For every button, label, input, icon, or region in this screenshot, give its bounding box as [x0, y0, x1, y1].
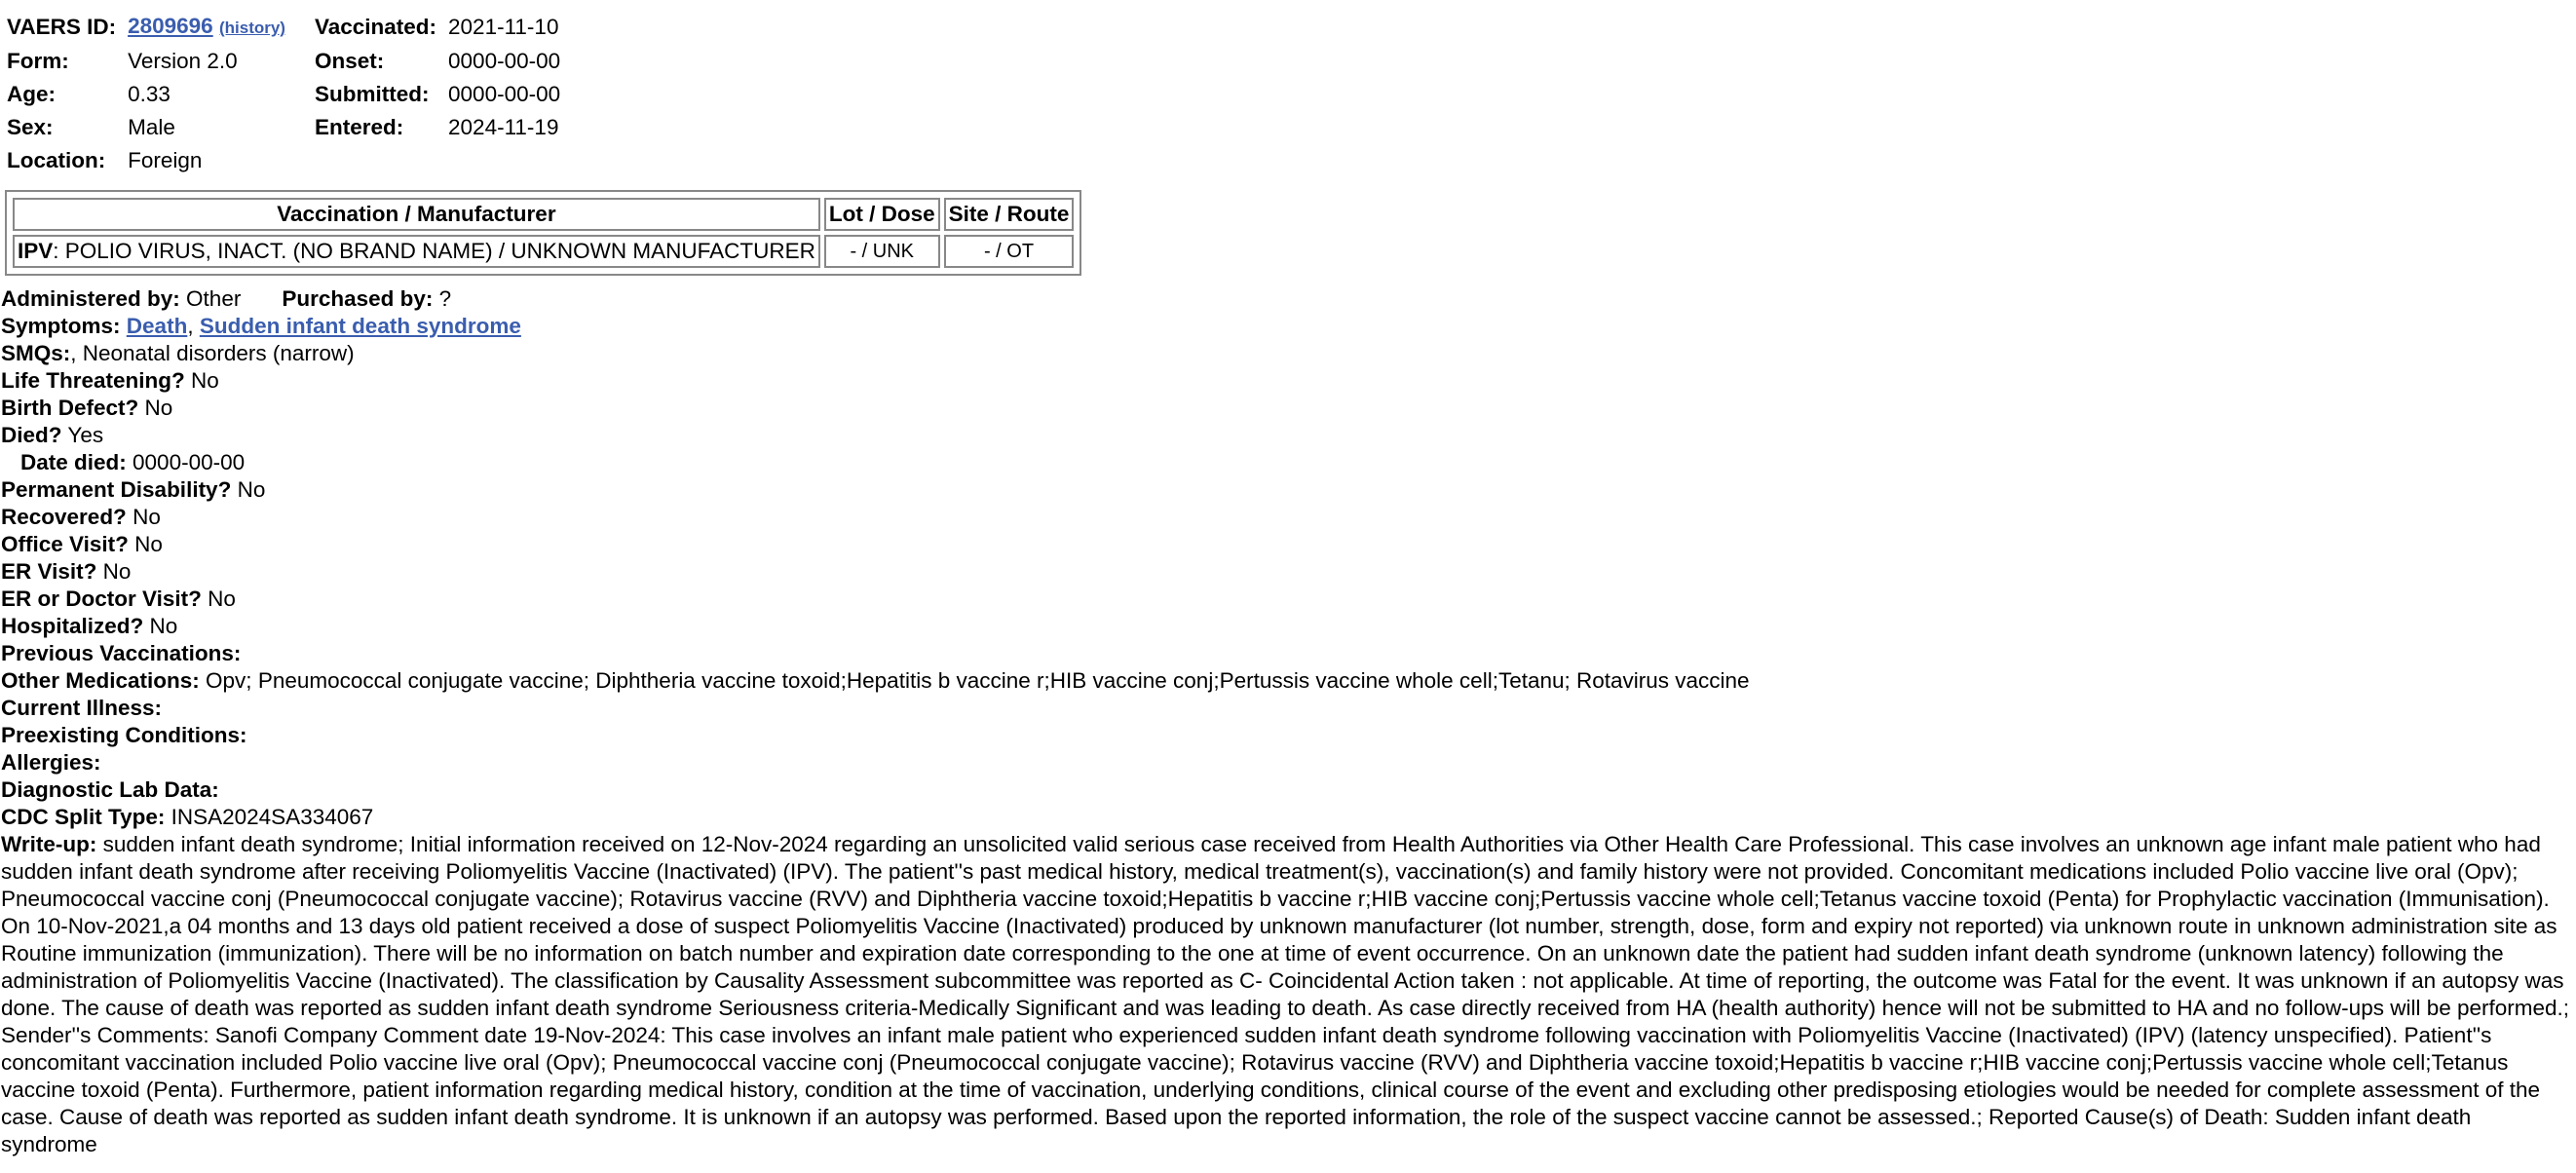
submitted-label: Submitted: — [314, 82, 430, 106]
symptom-link-death[interactable]: Death — [126, 314, 188, 338]
hospitalized-line — [1, 613, 2573, 640]
preexisting-conditions-label: Preexisting Conditions: — [1, 723, 247, 747]
permanent-disability-value: No — [237, 477, 266, 502]
header-row — [7, 111, 572, 144]
report-header — [7, 10, 572, 177]
administered-value: Other — [186, 286, 242, 311]
diagnostic-lab-label: Diagnostic Lab Data: — [1, 777, 219, 802]
administered-label: Administered by: — [1, 286, 180, 311]
er-doctor-visit-line — [1, 586, 2573, 613]
other-medications-value: Opv; Pneumococcal conjugate vaccine; Diphtheria vaccine toxoid;Hepatitis b vaccine r;HIB vaccine conj;Pertussis vaccine whole cell;Tetanu; Rotavirus vaccine — [206, 668, 1750, 693]
birth-defect-label: Birth Defect? — [1, 396, 139, 420]
life-threatening-line — [1, 367, 2573, 395]
purchased-label: Purchased by: — [282, 286, 434, 311]
form-label: Form: — [7, 49, 69, 73]
administered-line — [1, 285, 2573, 313]
vaers-id-cell — [128, 10, 315, 45]
recovered-line — [1, 504, 2573, 531]
age-label: Age: — [7, 82, 56, 106]
er-visit-value: No — [102, 559, 132, 584]
col-lot-dose: Lot / Dose — [824, 198, 940, 231]
previous-vaccinations-line — [1, 640, 2573, 667]
purchased-value: ? — [438, 286, 452, 311]
header-row — [7, 144, 572, 177]
smqs-value: , Neonatal disorders (narrow) — [70, 341, 355, 365]
vaers-id-link[interactable]: 2809696 — [128, 14, 213, 38]
col-site-route: Site / Route — [944, 198, 1075, 231]
sex-label: Sex: — [7, 115, 54, 139]
location-label: Location: — [7, 148, 106, 172]
vaccine-table-header — [13, 198, 1074, 231]
onset-label: Onset: — [314, 49, 385, 73]
recovered-label: Recovered? — [1, 505, 127, 529]
current-illness-label: Current Illness: — [1, 696, 163, 720]
header-row — [7, 78, 572, 111]
onset-value: 0000-00-00 — [448, 49, 561, 73]
er-doctor-visit-label: ER or Doctor Visit? — [1, 586, 202, 611]
date-died-label: Date died: — [20, 450, 127, 474]
er-doctor-visit-value: No — [208, 586, 236, 611]
current-illness-line — [1, 695, 2573, 722]
writeup-label: Write-up: — [1, 832, 97, 856]
col-vaccination-manufacturer: Vaccination / Manufacturer — [13, 198, 820, 231]
previous-vaccinations-label: Previous Vaccinations: — [1, 641, 242, 665]
life-threatening-value: No — [191, 368, 219, 393]
header-row — [7, 45, 572, 78]
cdc-split-type-line — [1, 804, 2573, 831]
cdc-split-type-label: CDC Split Type: — [1, 805, 166, 829]
submitted-value: 0000-00-00 — [448, 82, 561, 106]
entered-value: 2024-11-19 — [448, 115, 559, 139]
vaccine-lot-dose: - / UNK — [824, 235, 940, 268]
vaccine-row — [13, 235, 1074, 268]
vaccine-site-route: - / OT — [944, 235, 1075, 268]
cdc-split-type-value: INSA2024SA334067 — [170, 805, 374, 829]
symptoms-separator: , — [187, 314, 200, 338]
vaccine-table — [9, 194, 1078, 272]
header-table — [7, 10, 572, 177]
vaccinated-value: 2021-11-10 — [448, 15, 559, 39]
hospitalized-label: Hospitalized? — [1, 614, 144, 638]
allergies-line — [1, 749, 2573, 776]
smqs-label: SMQs: — [1, 341, 71, 365]
permanent-disability-line — [1, 476, 2573, 504]
vaccinated-label: Vaccinated: — [314, 15, 437, 39]
header-row — [7, 10, 572, 45]
hospitalized-value: No — [149, 614, 178, 638]
writeup-text: sudden infant death syndrome; Initial information received on 12-Nov-2024 regarding an unsolicited valid serious case received from Health Authorities via Other Health Care Professional. This case involves an unknown age infant male patient who had sudden infant death syndrome after receiving Poliomyelitis Vaccine (Inactivated) (IPV). The patient''s past medical history, medical treatment(s), vaccination(s) and family history were not provided. Concomitant medications included Polio vaccine live oral (Opv); Pneumococcal vaccine conj (Pneumococcal conjugate vaccine); Rotavirus vaccine (RVV) and Diphtheria vaccine toxoid;Hepatitis b vaccine r;HIB vaccine conj;Pertussis vaccine whole cell;Tetanus vaccine toxoid (Penta) for Prophylactic vaccination (Immunisation). On 10-Nov-2021,a 04 months and 13 days old patient received a dose of suspect Poliomyelitis Vaccine (Inactivated) produced by unknown manufacturer (lot number, strength, dose, form and expiry not reported) via unknown route in unknown administration site as Routine immunization (immunization). There will be no information on batch number and expiration date corresponding to the one at time of event occurrence. On an unknown date the patient had sudden infant death syndrome (unknown latency) following the administration of Poliomyelitis Vaccine (Inactivated). The classification by Causality Assessment subcommittee was reported as C- Coincidental Action taken : not applicable. At time of reporting, the outcome was Fatal for the event. It was unknown if an autopsy was done. The cause of death was reported as sudden infant death syndrome Seriousness criteria-Medically Significant and was leading to death. As case directly received from HA (health authority) hence will not be submitted to HA and no follow-ups will be performed.; Sender''s Comments: Sanofi Company Comment date 19-Nov-2024: This case involves an infant male patient who experienced sudden infant death syndrome following vaccination with Poliomyelitis Vaccine (Inactivated) (IPV) (latency unspecified). Patient''s concomitant vaccination included Polio vaccine live oral (Opv); Pneumococcal vaccine conj (Pneumococcal conjugate vaccine); Rotavirus vaccine (RVV) and Diphtheria vaccine toxoid;Hepatitis b vaccine r;HIB vaccine conj;Pertussis vaccine whole cell;Tetanus vaccine toxoid (Penta). Furthermore, patient information regarding medical history, condition at the time of vaccination, underlying conditions, clinical course of the event and excluding other predisposing etiologies would be needed for complete assessment of the case. Cause of death was reported as sudden infant death syndrome. It is unknown if an autopsy was performed. Based upon the reported information, the role of the suspect vaccine cannot be assessed.; Reported Cause(s) of Death: Sudden infant death syndrome — [1, 832, 2570, 1156]
form-value: Version 2.0 — [128, 49, 238, 73]
preexisting-conditions-line — [1, 722, 2573, 749]
vaccine-description: : POLIO VIRUS, INACT. (NO BRAND NAME) / UNKNOWN MANUFACTURER — [53, 239, 815, 263]
smqs-line — [1, 340, 2573, 367]
allergies-label: Allergies: — [1, 750, 101, 775]
office-visit-value: No — [134, 532, 163, 556]
location-value: Foreign — [128, 148, 203, 172]
history-link[interactable]: (history) — [218, 19, 285, 37]
er-visit-line — [1, 558, 2573, 586]
age-value: 0.33 — [128, 82, 170, 106]
diagnostic-lab-line — [1, 776, 2573, 804]
date-died-line — [1, 449, 2573, 476]
symptom-link-sids[interactable]: Sudden infant death syndrome — [199, 314, 521, 338]
writeup-paragraph — [1, 831, 2573, 1158]
entered-label: Entered: — [314, 115, 404, 139]
symptoms-line — [1, 313, 2573, 340]
symptoms-label: Symptoms: — [1, 314, 121, 338]
office-visit-label: Office Visit? — [1, 532, 129, 556]
died-value: Yes — [67, 423, 104, 447]
vaccine-table-frame — [5, 190, 1081, 276]
died-line — [1, 422, 2573, 449]
date-died-value: 0000-00-00 — [133, 450, 246, 474]
vaers-id-label: VAERS ID: — [7, 15, 117, 39]
vaccine-cell — [13, 235, 820, 268]
sex-value: Male — [128, 115, 175, 139]
birth-defect-line — [1, 395, 2573, 422]
life-threatening-label: Life Threatening? — [1, 368, 185, 393]
report-details — [1, 285, 2573, 1158]
er-visit-label: ER Visit? — [1, 559, 97, 584]
other-medications-line — [1, 667, 2573, 695]
birth-defect-value: No — [144, 396, 173, 420]
permanent-disability-label: Permanent Disability? — [1, 477, 232, 502]
recovered-value: No — [133, 505, 161, 529]
vaccine-code: IPV — [18, 239, 54, 263]
office-visit-line — [1, 531, 2573, 558]
died-label: Died? — [1, 423, 62, 447]
other-medications-label: Other Medications: — [1, 668, 200, 693]
